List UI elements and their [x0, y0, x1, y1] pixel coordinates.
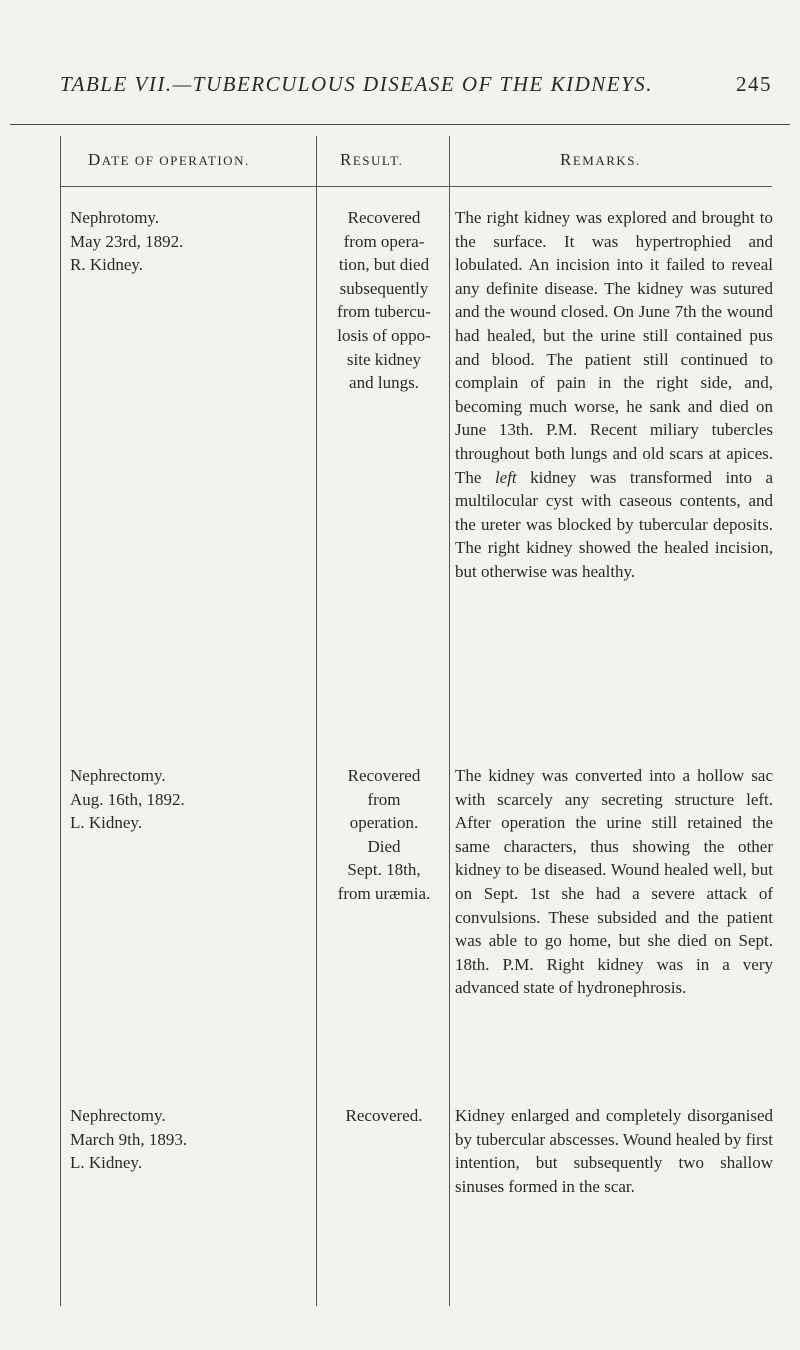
remarks-italic-word: left [494, 467, 517, 487]
operation-side: L. Kidney. [70, 813, 143, 833]
table-row-3-result [320, 1104, 448, 1128]
page-header [60, 72, 772, 97]
result-line: subsequently [339, 278, 429, 298]
page-number: 245 [736, 72, 772, 96]
table-row-3-operation [70, 1104, 310, 1175]
operation-type: Nephrectomy. [70, 766, 166, 785]
result-line: from uræmia. [337, 883, 431, 903]
remarks-text: The kidney was converted into a hollow sac with scarcely any secreting structure left. After operation the urine still retained the same characters, thus showing the other kidney to be diseased. Wound healed well, but on Sept. 1st she had a severe attack of convulsions. These subsided and the patient was able to go home, but she died on Sept. 18th. P.M. Right kidney was in a very advanced state of hydronephrosis. [455, 766, 773, 998]
operation-type: Nephrectomy. [70, 1106, 166, 1125]
result-line: from opera- [343, 231, 425, 251]
operation-type: Nephrotomy. [70, 208, 160, 227]
result-line: tion, but died [338, 255, 430, 275]
remarks-text: Kidney enlarged and completely disorganised by tubercular abscesses. Wound healed by first intention, but subsequently two shallow sinuses formed in the scar. [455, 1106, 773, 1196]
remarks-part-1: The right kidney was explored and brought to the surface. It was hypertrophied and lobulated. An incision into it failed to reveal any definite disease. The kidney was sutured and the wound closed. On June 7th the wound had healed, but the urine still contained pus and blood. The patient still continued to complain of pain in the right side, and, becoming much worse, he sank and died on June 13th. P.M. Recent miliary tubercles throughout both lungs and old scars at apices. The [455, 208, 773, 487]
column-divider-1 [316, 136, 317, 1306]
result-line: Sept. 18th, [347, 860, 421, 880]
operation-date: March 9th, 1893. [70, 1129, 188, 1149]
operation-date: May 23rd, 1892. [70, 231, 184, 251]
result-line: Recovered. [345, 1106, 423, 1125]
result-line: from tubercu- [337, 302, 431, 322]
table-title: TABLE VII.—TUBERCULOUS DISEASE OF THE KIDNEYS. [60, 72, 654, 96]
result-line: site kidney [346, 349, 422, 369]
result-line: Recovered [347, 208, 421, 227]
result-line: operation. [349, 813, 419, 833]
table-row-3-remarks [455, 1104, 773, 1198]
column-divider-2 [449, 136, 450, 1306]
column-header-remarks: REMARKS. [560, 150, 641, 169]
operation-date: Aug. 16th, 1892. [70, 789, 185, 809]
result-line: from [367, 789, 401, 809]
table-row-1-operation [70, 206, 310, 277]
column-header-result: RESULT. [340, 150, 404, 169]
result-line: Recovered [347, 766, 421, 785]
remarks-part-2: kidney was transformed into a multilocular cyst with caseous contents, and the ureter was blocked by tubercular deposits. The right kidney showed the healed incision, but otherwise was healthy. [455, 467, 773, 581]
table-row-2-remarks [455, 764, 773, 1000]
column-divider-left [60, 136, 61, 1306]
result-line: Died [367, 836, 401, 856]
operation-side: L. Kidney. [70, 1153, 143, 1173]
table-row-2-operation [70, 764, 310, 835]
table-row-1-result [320, 206, 448, 395]
column-header-date: DATE OF OPERATION. [88, 150, 250, 169]
operation-side: R. Kidney. [70, 255, 144, 275]
header-rule [60, 186, 772, 187]
result-line: losis of oppo- [337, 325, 431, 345]
remarks-text [455, 206, 773, 584]
table-row-2-result [320, 764, 448, 906]
table-row-1-remarks [455, 206, 773, 584]
result-line: and lungs. [349, 373, 419, 393]
top-rule [10, 124, 790, 125]
